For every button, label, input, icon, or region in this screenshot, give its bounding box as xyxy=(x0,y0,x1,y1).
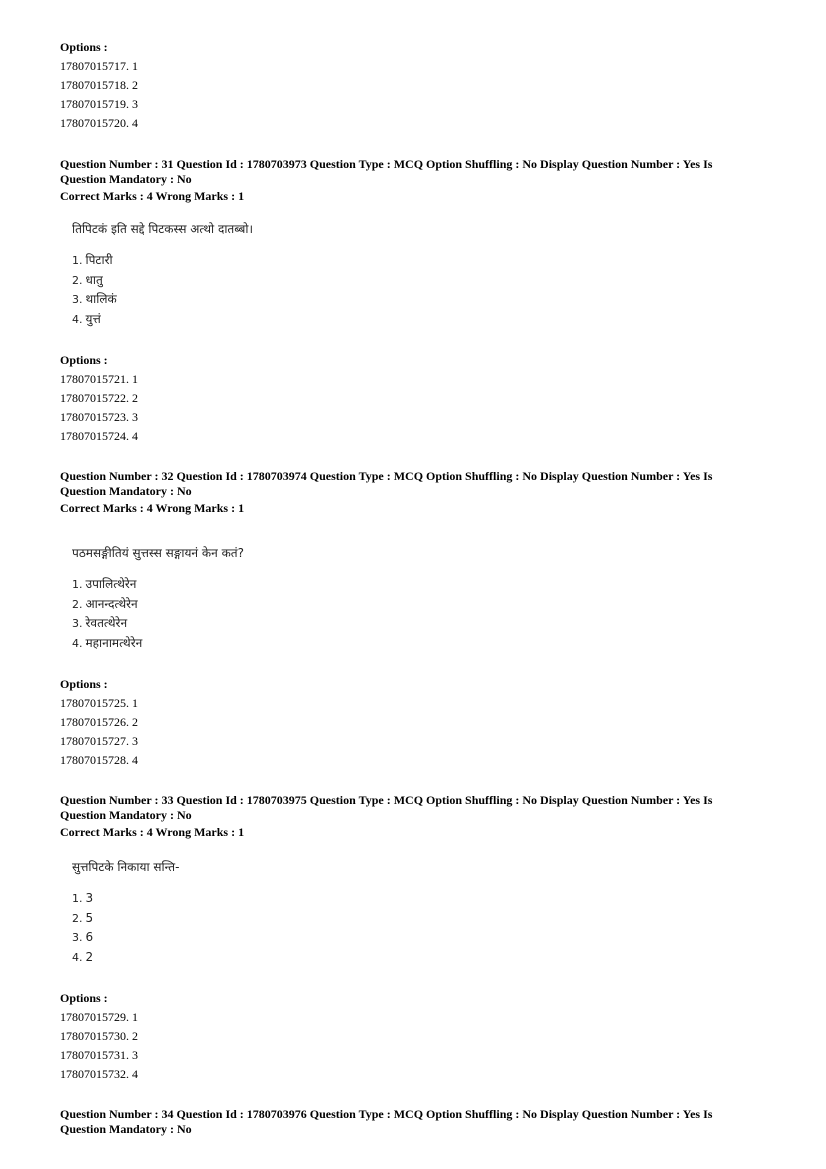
option-id: 17807015728. 4 xyxy=(60,753,138,767)
choice-item: 4. युत्तं xyxy=(72,311,101,326)
question-marks: Correct Marks : 4 Wrong Marks : 1 xyxy=(60,825,245,839)
question-meta: Question Number : 31 Question Id : 1780703973 Question Type : MCQ Option Shuffling : No Display Question Number : Yes Is Question Mandatory : No xyxy=(60,157,713,186)
option-id: 17807015724. 4 xyxy=(60,429,138,443)
options-block-31 xyxy=(60,351,760,446)
question-body-32 xyxy=(72,544,760,653)
choice-item: 2. 5 xyxy=(72,910,94,925)
options-title: Options : xyxy=(60,991,108,1005)
choice-item: 1. पिटारी xyxy=(72,253,113,267)
question-header-33 xyxy=(60,793,760,840)
choice-item: 2. आनन्दत्थेरेन xyxy=(72,596,138,611)
option-id: 17807015726. 2 xyxy=(60,715,138,729)
choice-item: 3. 6 xyxy=(72,930,94,944)
question-header-31 xyxy=(60,157,760,204)
question-marks: Correct Marks : 4 Wrong Marks : 1 xyxy=(60,189,245,203)
question-text: सुत्तपिटके निकाया सन्ति- xyxy=(72,860,180,874)
options-title: Options : xyxy=(60,40,108,54)
question-body-31 xyxy=(72,220,760,329)
option-id: 17807015721. 1 xyxy=(60,372,138,386)
option-id: 17807015722. 2 xyxy=(60,391,138,405)
option-id: 17807015725. 1 xyxy=(60,696,138,710)
question-meta: Question Number : 33 Question Id : 1780703975 Question Type : MCQ Option Shuffling : No Display Question Number : Yes Is Question Mandatory : No xyxy=(60,793,713,822)
options-block-top xyxy=(60,38,760,133)
question-meta: Question Number : 34 Question Id : 1780703976 Question Type : MCQ Option Shuffling : No Display Question Number : Yes Is Question Mandatory : No xyxy=(60,1107,713,1136)
choice-item: 1. 3 xyxy=(72,891,94,905)
option-id: 17807015723. 3 xyxy=(60,410,138,424)
question-body-33 xyxy=(72,858,760,967)
choice-item: 2. धातु xyxy=(72,272,103,287)
option-id: 17807015718. 2 xyxy=(60,78,138,92)
options-title: Options : xyxy=(60,353,108,367)
option-id: 17807015730. 2 xyxy=(60,1029,138,1043)
option-id: 17807015731. 3 xyxy=(60,1048,138,1062)
question-meta: Question Number : 32 Question Id : 1780703974 Question Type : MCQ Option Shuffling : No Display Question Number : Yes Is Question Mandatory : No xyxy=(60,469,713,498)
question-header-32 xyxy=(60,469,760,516)
choice-item: 4. 2 xyxy=(72,949,94,964)
option-id: 17807015727. 3 xyxy=(60,734,138,748)
question-marks: Correct Marks : 4 Wrong Marks : 1 xyxy=(60,501,245,515)
option-id: 17807015732. 4 xyxy=(60,1067,138,1081)
document-page xyxy=(60,38,760,1137)
option-id: 17807015717. 1 xyxy=(60,59,138,73)
option-id: 17807015729. 1 xyxy=(60,1010,138,1024)
choice-item: 3. थालिकं xyxy=(72,292,117,306)
options-title: Options : xyxy=(60,677,108,691)
choice-item: 1. उपालित्थेरेन xyxy=(72,577,137,591)
choice-item: 4. महानामत्थेरेन xyxy=(72,635,143,650)
question-text: पठमसङ्गीतियं सुत्तस्स सङ्गायनं केन कतं? xyxy=(72,546,244,560)
option-id: 17807015719. 3 xyxy=(60,97,138,111)
options-block-32 xyxy=(60,675,760,770)
option-id: 17807015720. 4 xyxy=(60,116,138,130)
question-text: तिपिटकं इति सद्दे पिटकस्स अत्थो दातब्बो। xyxy=(72,222,254,236)
choice-item: 3. रेवतत्थेरेन xyxy=(72,616,128,630)
question-header-34 xyxy=(60,1107,760,1137)
options-block-33 xyxy=(60,989,760,1084)
